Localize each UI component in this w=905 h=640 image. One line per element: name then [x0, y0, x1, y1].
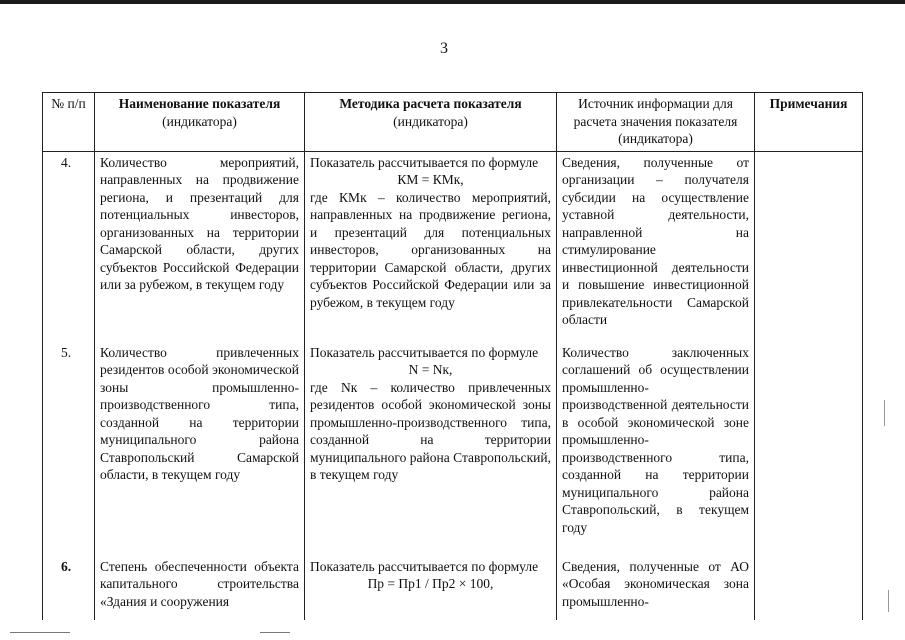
row-number: 4. — [43, 151, 95, 342]
table-row — [43, 556, 863, 620]
scan-artifact — [888, 590, 889, 612]
header-calculation-method-title: Методика расчета показателя — [339, 96, 522, 111]
indicators-table — [42, 92, 863, 620]
notes-cell — [755, 556, 863, 620]
formula: N = Nк, — [408, 362, 453, 377]
indicator-name: Количество мероприятий, направленных на продвижение региона, и презентаций для потенциальных инвесторов, организованных на территории Самарской области, других субъектов Российской Федерации или за рубежом, в текущем году — [95, 151, 305, 342]
method-intro: Показатель рассчитывается по формуле — [310, 154, 539, 170]
header-notes: Примечания — [755, 93, 863, 152]
method-intro: Показатель рассчитывается по формуле — [310, 558, 539, 574]
scan-artifact — [10, 632, 70, 633]
information-source: Количество заключенных соглашений об осуществлении промышленно-производственной деятельности в особой экономической зоне промышленно-производственного типа, созданной на территории муниципального района Ставропольский, в текущем году — [557, 342, 755, 556]
notes-cell — [755, 342, 863, 556]
formula: Пр = Пр1 / Пр2 × 100, — [367, 576, 494, 591]
formula: КМ = КМк, — [397, 172, 464, 187]
table-row — [43, 151, 863, 342]
information-source: Сведения, полученные от организации – получателя субсидии на осуществление уставной деятельности, направленной на стимулирование инвестиционной деятельности и повышение инвестиционной привлекательности Самарской области — [557, 151, 755, 342]
method-description: где КМк – количество мероприятий, направленных на продвижение региона, и презентаций для потенциальных инвесторов, организованных на территории Самарской области, других субъектов Российской Федерации или за рубежом, в текущем году — [310, 189, 551, 310]
indicator-name: Степень обеспеченности объекта капитального строительства «Здания и сооружения — [95, 556, 305, 620]
header-calculation-method-sub: (индикатора) — [393, 113, 468, 129]
calculation-method — [305, 151, 557, 342]
table-header-row — [43, 93, 863, 152]
page-number: 3 — [440, 40, 448, 57]
calculation-method — [305, 342, 557, 556]
header-number: № п/п — [43, 93, 95, 152]
indicator-name: Количество привлеченных резидентов особой экономической зоны промышленно-производственного типа, созданной на территории муниципального района Ставропольский Самарской области, в текущем году — [95, 342, 305, 556]
row-number: 5. — [43, 342, 95, 556]
header-indicator-name-title: Наименование показателя — [118, 96, 281, 111]
header-indicator-name — [95, 93, 305, 152]
scan-artifact — [884, 400, 885, 426]
row-number: 6. — [43, 556, 95, 620]
header-information-source: Источник информации для расчета значения показателя (индикатора) — [557, 93, 755, 152]
calculation-method — [305, 556, 557, 620]
scan-artifact — [260, 632, 290, 633]
notes-cell — [755, 151, 863, 342]
method-intro: Показатель рассчитывается по формуле — [310, 344, 539, 360]
header-indicator-name-sub: (индикатора) — [162, 113, 237, 129]
information-source: Сведения, полученные от АО «Особая экономическая зона промышленно- — [557, 556, 755, 620]
table-row — [43, 342, 863, 556]
method-description: где Nк – количество привлеченных резидентов особой экономической зоны промышленно-производственного типа, созданной на территории муниципального района Ставропольский, в текущем году — [310, 379, 551, 482]
header-calculation-method — [305, 93, 557, 152]
scan-top-edge — [0, 0, 905, 4]
